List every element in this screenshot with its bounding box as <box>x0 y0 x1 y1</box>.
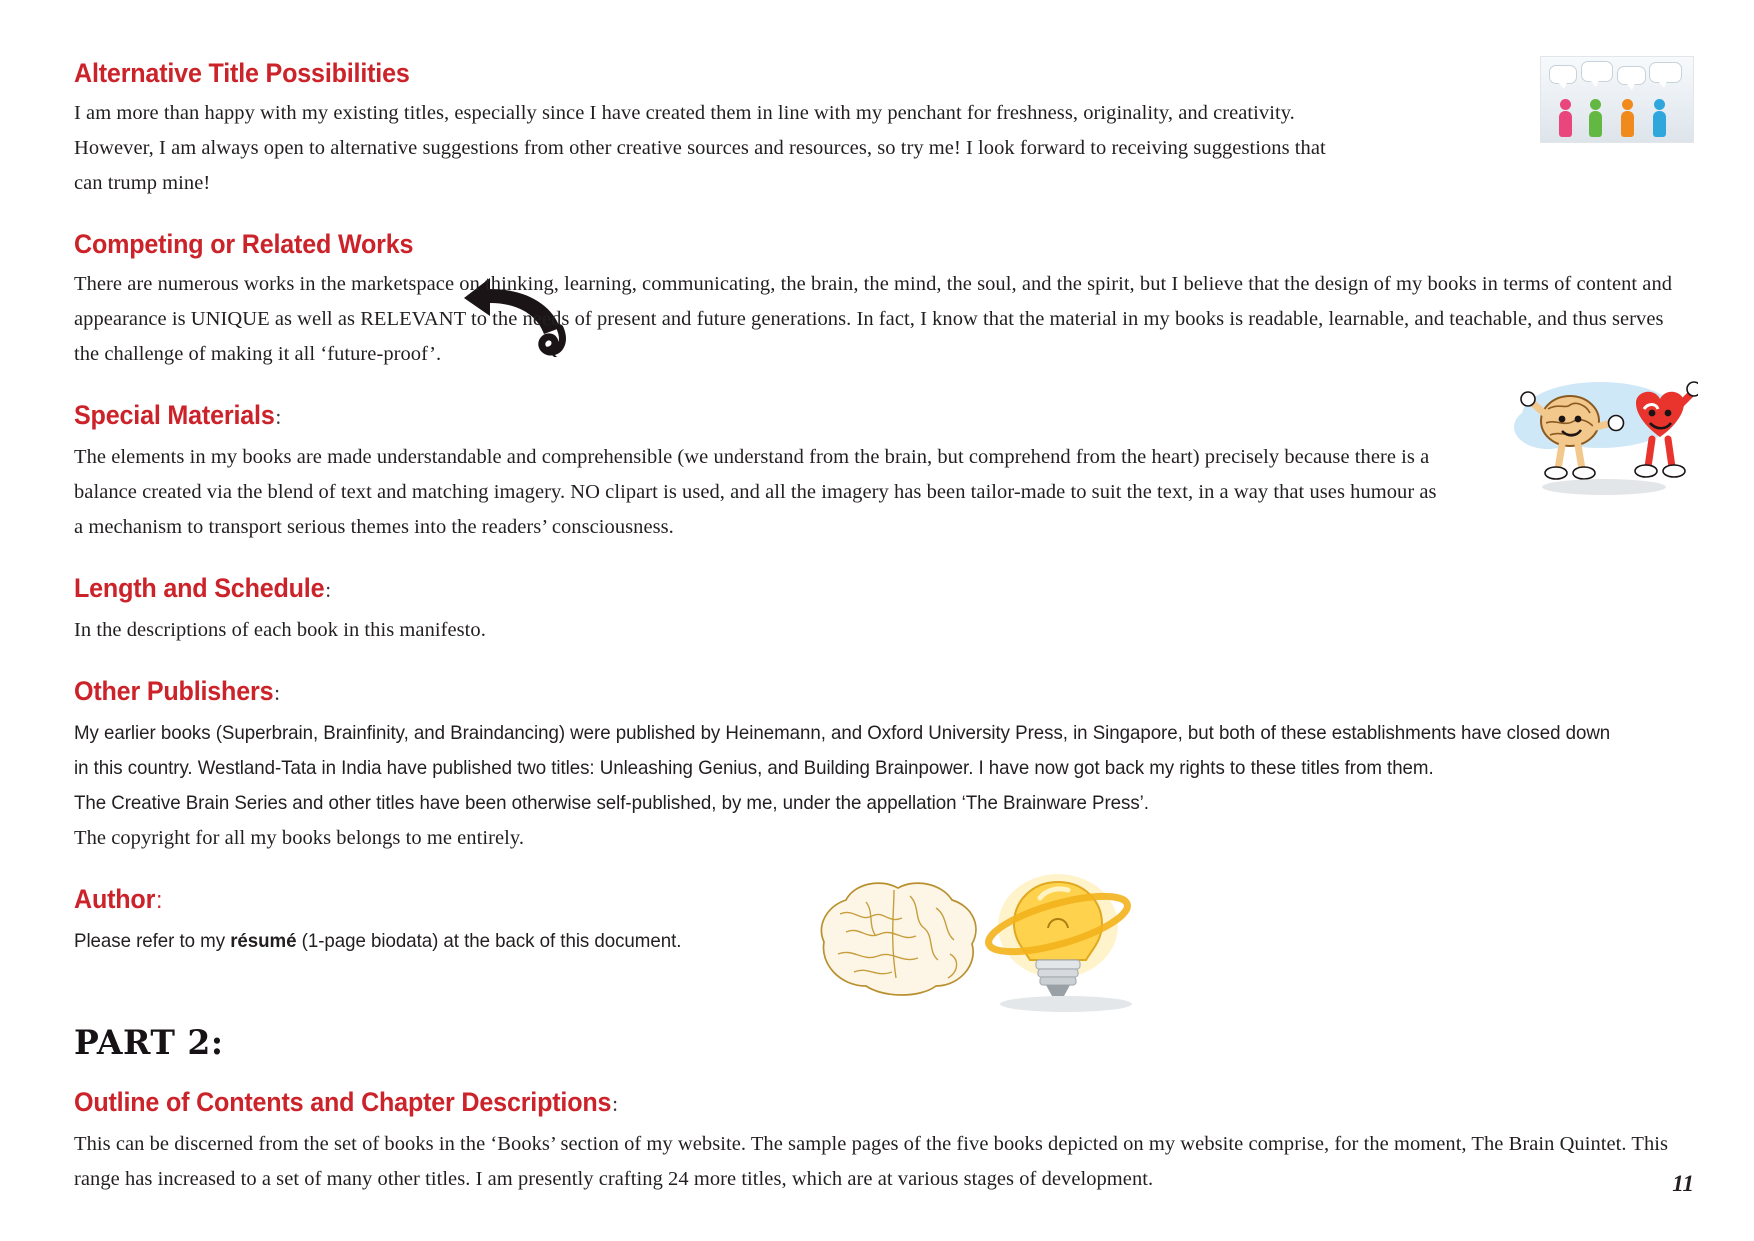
heading-text: Competing or Related Works <box>74 229 414 259</box>
heading-colon: : <box>274 680 280 705</box>
part-heading: PART 2: <box>74 1022 224 1062</box>
paragraph-alternative-title-possibilities: I am more than happy with my existing titles, especially since I have created them in line with my penchant for freshness, originality, and creativity. However, I am always open to alternative suggestions from other creative sources and resources, so try me! I look forward to receiving suggestions that can trump mine! <box>74 102 1326 194</box>
section-heading-other-publishers <box>74 674 1581 710</box>
heading-text: Special Materials <box>74 400 275 430</box>
section-heading-special-materials <box>74 398 1581 434</box>
section-heading-length-and-schedule <box>74 571 1581 607</box>
heading-colon: : <box>612 1091 618 1116</box>
author-text-after: (1-page biodata) at the back of this document. <box>296 930 682 952</box>
section-heading-outline-of-contents <box>74 1085 1581 1121</box>
paragraph-other-publishers-3: The copyright for all my books belongs to me entirely. <box>74 827 524 849</box>
page-number: 11 <box>1672 1171 1694 1196</box>
paragraph-competing-or-related-works: There are numerous works in the marketspace on thinking, learning, communicating, the brain, the mind, the soul, and the spirit, but I believe that the design of my books in terms of content and appearance is UNIQUE as well as RELEVANT to the needs of present and future generations. In fact, I know that the material in my books is readable, learnable, and teachable, and thus serves the challenge of making it all ‘future-proof’. <box>74 273 1673 365</box>
section-heading-alternative-title-possibilities <box>74 56 1581 90</box>
heading-text: Length and Schedule <box>74 573 325 603</box>
paragraph-special-materials: The elements in my books are made understandable and comprehensible (we understand from the brain, but comprehend from the heart) precisely because there is a balance created via the blend of text and matching imagery. NO clipart is used, and all the imagery has been tailor-made to suit the text, in a way that uses humour as a mechanism to transport serious themes into the readers’ consciousness. <box>74 446 1437 538</box>
heading-text: Outline of Contents and Chapter Descriptions <box>74 1087 612 1117</box>
page-content <box>74 56 1694 1197</box>
paragraph-other-publishers-1: My earlier books (Superbrain, Brainfinity, and Braindancing) were published by Heinemann, and Oxford University Press, in Singapore, but both of these establishments have closed down in this country. Westland-Tata in India have published two titles: Unleashing Genius, and Building Brainpower. I have now got back my rights to these titles from them. <box>74 722 1611 779</box>
author-text-before: Please refer to my <box>74 930 231 952</box>
paragraph-author <box>74 924 1629 959</box>
heading-colon: : <box>156 887 163 914</box>
heading-text: Alternative Title Possibilities <box>74 58 410 88</box>
section-heading-competing-or-related-works <box>74 227 1581 261</box>
paragraph-length-and-schedule: In the descriptions of each book in this manifesto. <box>74 619 486 641</box>
heading-text: Author <box>74 884 156 914</box>
section-heading-author <box>74 882 1581 918</box>
paragraph-other-publishers-2: The Creative Brain Series and other titles have been otherwise self-published, by me, under the appellation ‘The Brainware Press’. <box>74 792 1149 814</box>
author-resume-emphasis: résumé <box>230 930 297 952</box>
heading-colon: : <box>275 404 282 429</box>
heading-text: Other Publishers <box>74 676 274 706</box>
paragraph-outline-of-contents: This can be discerned from the set of books in the ‘Books’ section of my website. The sample pages of the five books depicted on my website comprise, for the moment, The Brain Quintet. This range has increased to a set of many other titles. I am presently crafting 24 more titles, which are at various stages of development. <box>74 1133 1669 1190</box>
heading-colon: : <box>325 577 332 602</box>
